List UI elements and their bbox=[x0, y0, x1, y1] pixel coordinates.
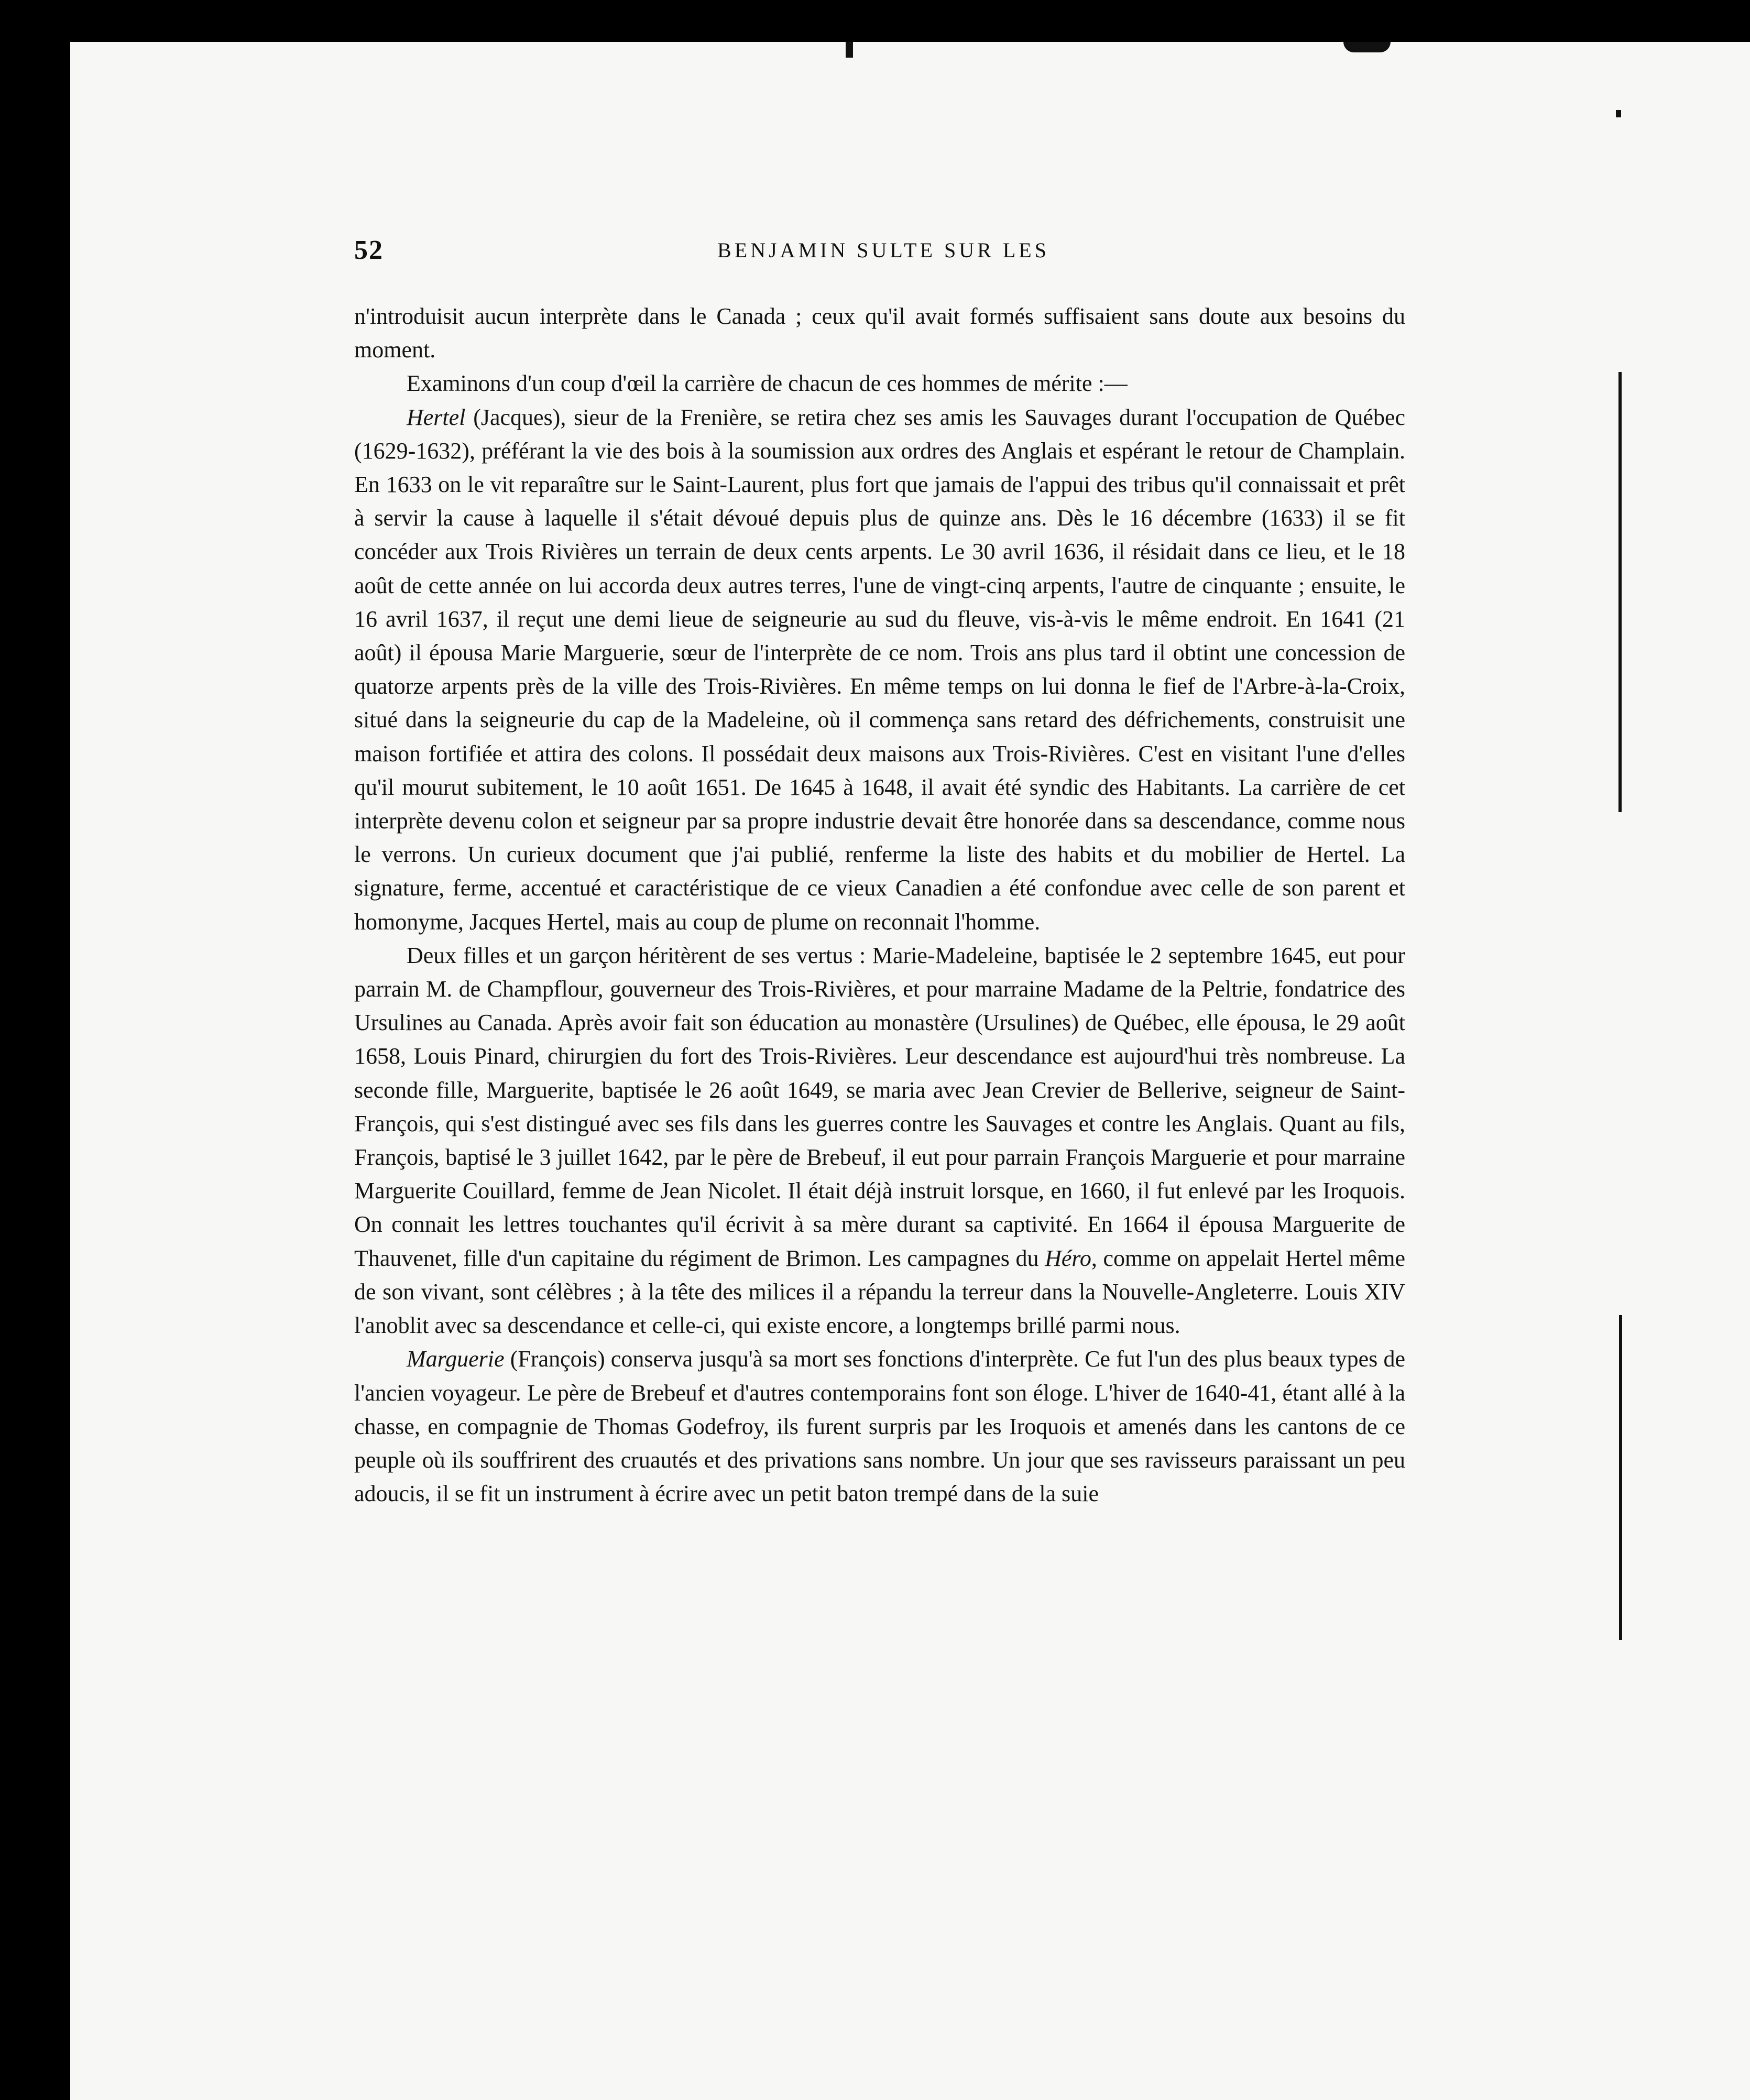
paragraph-lead: Marguerie bbox=[407, 1346, 505, 1372]
paragraph-text: Examinons d'un coup d'œil la carrière de chacun de ces hommes de mérite :— bbox=[407, 370, 1128, 397]
margin-line bbox=[1618, 372, 1622, 812]
paragraph-text: , comme on appelait Hertel même de son vivant, sont célèbres ; à la tête des milices il a répandu la terreur dans la Nouvelle-Angleterre. Louis XIV l'anoblit avec sa descendance et celle-ci, qui existe encore, a longtemps brillé parmi nous. bbox=[354, 1245, 1405, 1339]
paragraph bbox=[354, 300, 1405, 367]
margin-line bbox=[1619, 1315, 1622, 1640]
running-head bbox=[354, 235, 1413, 271]
paragraph bbox=[354, 367, 1405, 400]
paragraph bbox=[354, 401, 1405, 939]
paragraph-lead: Héro bbox=[1045, 1245, 1091, 1271]
running-title: BENJAMIN SULTE SUR LES bbox=[717, 238, 1049, 262]
paragraph bbox=[354, 1342, 1405, 1511]
body-text bbox=[354, 300, 1405, 1511]
paragraph-text: (Jacques), sieur de la Frenière, se retira chez ses amis les Sauvages durant l'occupation de Québec (1629-1632), préférant la vie des bois à la soumission aux ordres des Anglais et espérant le retour de Champlain. En 1633 on le vit reparaître sur le Saint-Laurent, plus fort que jamais de l'appui des tribus qu'il connaissait et prêt à servir la cause à laquelle il s'était dévoué depuis plus de quinze ans. Dès le 16 décembre (1633) il se fit concéder aux Trois Rivières un terrain de deux cents arpents. Le 30 avril 1636, il résidait dans ce lieu, et le 18 août de cette année on lui accorda deux autres terres, l'une de vingt-cinq arpents, l'autre de cinquante ; ensuite, le 16 avril 1637, il reçut une demi lieue de seigneurie au sud du fleuve, vis-à-vis le même endroit. En 1641 (21 août) il épousa Marie Marguerie, sœur de l'interprète de ce nom. Trois ans plus tard il obtint une concession de quatorze arpents près de la ville des Trois-Rivières. En même temps on lui donna le fief de l'Arbre-à-la-Croix, situé dans la seigneurie du cap de la Madeleine, où il commença sans retard des défrichements, construisit une maison fortifiée et attira des colons. Il possédait deux maisons aux Trois-Rivières. C'est en visitant l'une d'elles qu'il mourut subitement, le 10 août 1651. De 1645 à 1648, il avait été syndic des Habitants. La carrière de cet interprète devenu colon et seigneur par sa propre industrie devait être honorée dans sa descendance, comme nous le verrons. Un curieux document que j'ai publié, renferme la liste des habits et du mobilier de Hertel. La signature, ferme, accentué et caractéristique de ce vieux Canadien a été confondue avec celle de son parent et homonyme, Jacques Hertel, mais au coup de plume on reconnait l'homme. bbox=[354, 404, 1405, 935]
scan-speck bbox=[846, 42, 853, 58]
paragraph-lead: Hertel bbox=[407, 404, 466, 430]
paragraph-text: Deux filles et un garçon héritèrent de ses vertus : Marie-Madeleine, baptisée le 2 septembre 1645, eut pour parrain M. de Champflour, gouverneur des Trois-Rivières, et pour marraine Madame de la Peltrie, fondatrice des Ursulines au Canada. Après avoir fait son éducation au monastère (Ursulines) de Québec, elle épousa, le 29 août 1658, Louis Pinard, chirurgien du fort des Trois-Rivières. Leur descendance est aujourd'hui très nombreuse. La seconde fille, Marguerite, baptisée le 26 août 1649, se maria avec Jean Crevier de Bellerive, seigneur de Saint-François, qui s'est distingué avec ses fils dans les guerres contre les Sauvages et contre les Anglais. Quant au fils, François, baptisé le 3 juillet 1642, par le père de Brebeuf, il eut pour parrain François Marguerie et pour marraine Marguerite Couillard, femme de Jean Nicolet. Il était déjà instruit lorsque, en 1660, il fut enlevé par les Iroquois. On connait les lettres touchantes qu'il écrivit à sa mère durant sa captivité. En 1664 il épousa Marguerite de Thauvenet, fille d'un capitaine du régiment de Brimon. Les campagnes du bbox=[354, 942, 1405, 1271]
scan-speck bbox=[1343, 42, 1391, 52]
paragraph-text: n'introduisit aucun interprète dans le Canada ; ceux qu'il avait formés suffisaient sans doute aux besoins du moment. bbox=[354, 303, 1405, 363]
scan-speck bbox=[1616, 110, 1621, 117]
page-number: 52 bbox=[354, 235, 384, 265]
paragraph-text: (François) conserva jusqu'à sa mort ses fonctions d'interprète. Ce fut l'un des plus beaux types de l'ancien voyageur. Le père de Brebeuf et d'autres contemporains font son éloge. L'hiver de 1640-41, étant allé à la chasse, en compagnie de Thomas Godefroy, ils furent surpris par les Iroquois et amenés dans les cantons de ce peuple où ils souffrirent des cruautés et des privations sans nombre. Un jour que ses ravisseurs paraissant un peu adoucis, il se fit un instrument à écrire avec un petit baton trempé dans de la suie bbox=[354, 1346, 1405, 1507]
paragraph bbox=[354, 939, 1405, 1342]
